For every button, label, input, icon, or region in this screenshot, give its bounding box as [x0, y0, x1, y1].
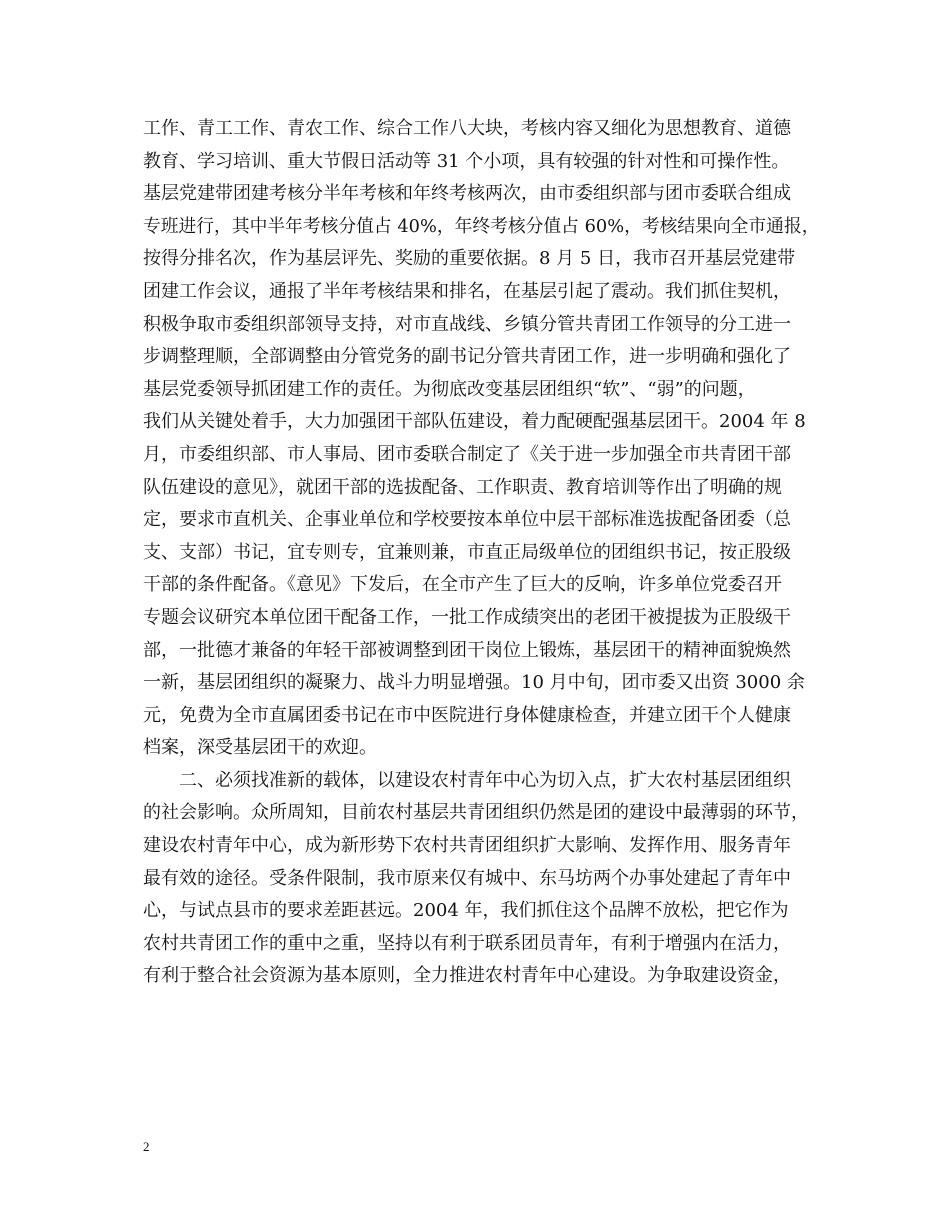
- text-line: 教育、学习培训、重大节假日活动等 31 个小项，具有较强的针对性和可操作性。: [143, 150, 790, 172]
- text-line: 有利于整合社会资源为基本原则，全力推进农村青年中心建设。为争取建设资金，: [143, 965, 791, 987]
- text-line: 农村共青团工作的重中之重，坚持以有利于联系团员青年，有利于增强内在活力，: [143, 932, 791, 954]
- text-line: 按得分排名次，作为基层评先、奖励的重要依据。8 月 5 日，我市召开基层党建带: [143, 248, 796, 270]
- body-text: [143, 113, 819, 993]
- text-line: 我们从关键处着手，大力加强团干部队伍建设，着力配硬配强基层团干。2004 年 8: [143, 411, 806, 433]
- text-line: 积极争取市委组织部领导支持，对市直战线、乡镇分管共青团工作领导的分工进一: [143, 313, 791, 335]
- text-line: 基层党委领导抓团建工作的责任。为彻底改变基层团组织“软”、“弱”的问题，: [143, 378, 756, 400]
- text-line: 团建工作会议，通报了半年考核结果和排名，在基层引起了震动。我们抓住契机，: [143, 280, 791, 302]
- text-line: 专班进行，其中半年考核分值占 40%，年终考核分值占 60%，考核结果向全市通报，: [143, 215, 820, 237]
- text-line: 队伍建设的意见》，就团干部的选拔配备、工作职责、教育培训等作出了明确的规: [143, 476, 782, 498]
- text-line: 干部的条件配备。《意见》下发后，在全市产生了巨大的反响，许多单位党委召开: [143, 574, 782, 596]
- text-line: 的社会影响。众所周知，目前农村基层共青团组织仍然是团的建设中最薄弱的环节，: [143, 802, 809, 824]
- text-line: 心，与试点县市的要求差距甚远。2004 年，我们抓住这个品牌不放松，把它作为: [143, 900, 789, 922]
- text-line: 一新，基层团组织的凝聚力、战斗力明显增强。10 月中旬，团市委又出资 3000 余: [143, 672, 805, 694]
- text-line: 月，市委组织部、市人事局、团市委联合制定了《关于进一步加强全市共青团干部: [143, 443, 791, 465]
- page-number: 2: [143, 1139, 150, 1154]
- text-line: 步调整理顺，全部调整由分管党务的副书记分管共青团工作，进一步明确和强化了: [143, 346, 791, 368]
- text-line: 档案，深受基层团干的欢迎。: [143, 737, 377, 759]
- text-line: 元，免费为全市直属团委书记在市中医院进行身体健康检查，并建立团干个人健康: [143, 704, 791, 726]
- text-line: 支、支部）书记，宜专则专，宜兼则兼，市直正局级单位的团组织书记，按正股级: [143, 541, 791, 563]
- text-line: 工作、青工工作、青农工作、综合工作八大块，考核内容又细化为思想教育、道德: [143, 118, 791, 139]
- text-line: 建设农村青年中心，成为新形势下农村共青团组织扩大影响、发挥作用、服务青年: [143, 835, 791, 857]
- paragraph-first-line: 二、必须找准新的载体，以建设农村青年中心为切入点，扩大农村基层团组织: [179, 769, 791, 791]
- text-line: 基层党建带团建考核分半年考核和年终考核两次，由市委组织部与团市委联合组成: [143, 183, 791, 205]
- text-line: 最有效的途径。受条件限制，我市原来仅有城中、东马坊两个办事处建起了青年中: [143, 867, 791, 889]
- text-line: 部，一批德才兼备的年轻干部被调整到团干岗位上锻炼，基层团干的精神面貌焕然: [143, 639, 791, 661]
- text-line: 定，要求市直机关、企事业单位和学校要按本单位中层干部标准选拔配备团委（总: [143, 509, 791, 531]
- text-line: 专题会议研究本单位团干配备工作，一批工作成绩突出的老团干被提拔为正股级干: [143, 606, 791, 628]
